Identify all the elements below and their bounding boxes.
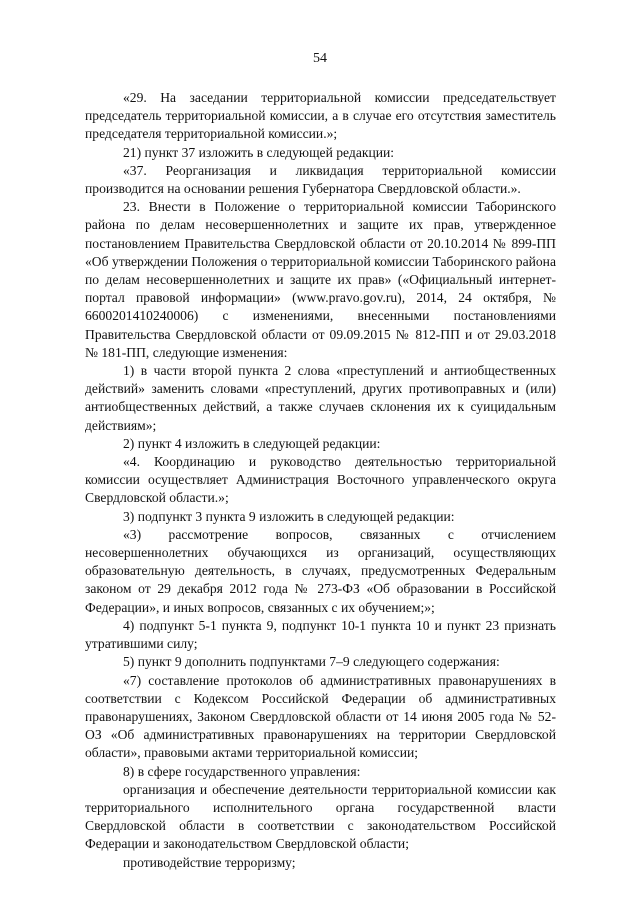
paragraph: «4. Координацию и руководство деятельностью территориальной комиссии осуществляет Администрация Восточного управленческого округа Свердловской области.»; — [85, 454, 556, 506]
paragraph: противодействие терроризму; — [123, 854, 296, 870]
paragraph: 21) пункт 37 изложить в следующей редакции: — [123, 144, 395, 160]
paragraph: 23. Внести в Положение о территориальной комиссии Таборинского района по делам несовершеннолетних и защите их прав, утвержденное постановлением Правительства Свердловской области от 20.10.2014 № 899-ПП «Об утверждении Положения о территориальной комиссии Таборинского района по делам несовершеннолетних и защите их прав» («Официальный интернет-портал правовой информации» (www.pravo.gov.ru), 2014, 24 октября, № 6600201410240006) с изменениями, внесенными постановлениями Правительства Свердловской области от 09.09.2015 № 812-ПП и от 29.03.2018 № 181-ПП, следующие изменения: — [85, 199, 556, 360]
paragraph: 3) подпункт 3 пункта 9 изложить в следующей редакции: — [123, 508, 455, 524]
paragraph: «3) рассмотрение вопросов, связанных с отчислением несовершеннолетних обучающихся из организаций, осуществляющих образовательную деятельность, в случаях, предусмотренных Федеральным законом от 29 декабря 2012 года № 273-ФЗ «Об образовании в Российской Федерации», и иных вопросов, связанных с их обучением;»; — [85, 526, 556, 615]
paragraph: организация и обеспечение деятельности территориальной комиссии как территориального исполнительного органа государственной власти Свердловской области в соответствии с законодательством Российской Федерации и законодательством Свердловской области; — [85, 781, 556, 852]
paragraph: «7) составление протоколов об административных правонарушениях в соответствии с Кодексом Российской Федерации об административных правонарушениях, Законом Свердловской области от 14 июня 2005 года № 52-ОЗ «Об административных правонарушениях на территории Свердловской области», правовыми актами территориальной комиссии; — [85, 672, 556, 761]
paragraph: 4) подпункт 5-1 пункта 9, подпункт 10-1 пункта 10 и пункт 23 признать утратившими силу; — [85, 617, 556, 652]
paragraph: 5) пункт 9 дополнить подпунктами 7–9 следующего содержания: — [123, 654, 500, 670]
paragraph: «29. На заседании территориальной комиссии председательствует председатель территориальной комиссии, а в случае его отсутствия заместитель председателя территориальной комиссии.»; — [85, 90, 556, 142]
paragraph: 2) пункт 4 изложить в следующей редакции: — [123, 435, 381, 451]
paragraph: 1) в части второй пункта 2 слова «преступлений и антиобщественных действий» заменить словами «преступлений, других противоправных и (или) антиобщественных действий, а также случаев склонения их к суицидальным действиям»; — [85, 363, 556, 433]
page-number: 54 — [313, 51, 327, 66]
paragraph: «37. Реорганизация и ликвидация территориальной комиссии производится на основании решения Губернатора Свердловской области.». — [85, 162, 556, 197]
paragraph: 8) в сфере государственного управления: — [123, 763, 361, 779]
document-body — [85, 89, 556, 872]
